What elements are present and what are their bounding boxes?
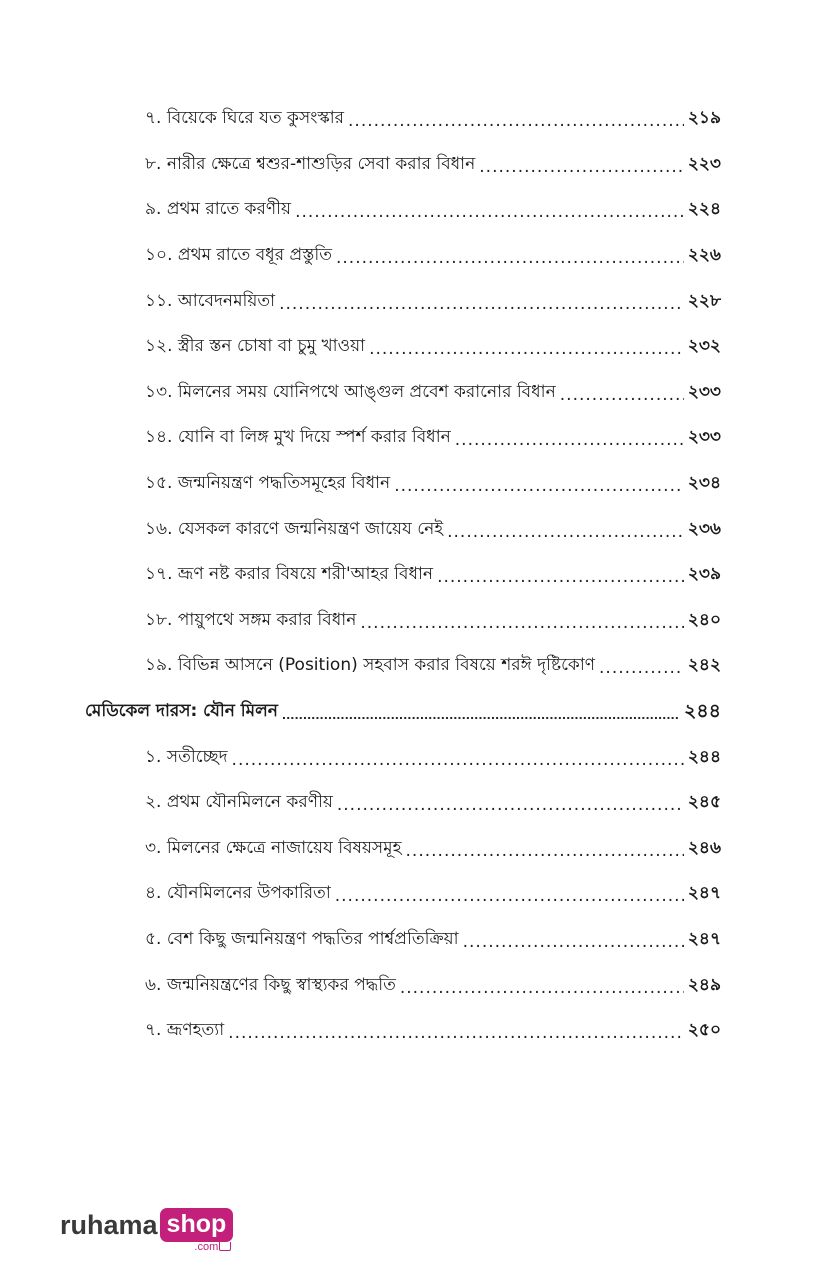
toc-entry-title: ৫. বেশ কিছু জন্মনিয়ন্ত্রণ পদ্ধতির পার্শ্বপ্রতিক্রিয়া [145, 928, 459, 949]
toc-entry-title: ২. প্রথম যৌনমিলনে করণীয় [145, 792, 333, 813]
toc-section-page: ২৪৪ [683, 700, 721, 723]
toc-entry[interactable] [145, 506, 721, 552]
logo-domain [194, 1241, 231, 1253]
toc-entry[interactable] [145, 461, 721, 507]
toc-entry[interactable] [145, 643, 721, 689]
dot-leader [437, 569, 684, 586]
toc-entry-page: ২৪৪ [687, 746, 721, 767]
toc-entry-page: ২৪৭ [687, 928, 721, 949]
dot-leader [360, 615, 684, 632]
dot-leader [394, 478, 684, 495]
toc-entry-page: ২৩৩ [687, 427, 721, 448]
toc-entry-page: ২৪৫ [687, 792, 721, 813]
toc-entry[interactable] [145, 278, 721, 324]
toc-entry[interactable] [145, 415, 721, 461]
toc-section-title: মেডিকেল দারস: যৌন মিলন [85, 701, 278, 722]
toc-entry-title: ৭. বিয়েকে ঘিরে যত কুসংস্কার [145, 108, 345, 129]
toc-entry[interactable] [145, 187, 721, 233]
dot-leader [400, 980, 684, 997]
toc-entry[interactable] [145, 734, 721, 780]
toc-entry[interactable] [145, 552, 721, 598]
toc-entry-title: ৩. মিলনের ক্ষেত্রে নাজায়েয বিষয়সমূহ [145, 837, 402, 858]
toc-entry-title: ১৭. ভ্রূণ নষ্ট করার বিষয়ে শরী'আহর বিধান [145, 564, 434, 585]
toc-entry-title: ৯. প্রথম রাতে করণীয় [145, 199, 292, 220]
toc-entry-page: ২২৮ [687, 290, 721, 311]
toc-entry-page: ২২৩ [687, 153, 721, 174]
logo-shop-text: shop [160, 1208, 234, 1242]
toc-entry-page: ২৪২ [687, 655, 721, 676]
toc-entry[interactable] [145, 826, 721, 872]
logo-shop-badge [160, 1208, 234, 1253]
toc-entry-page: ২১৯ [687, 108, 721, 129]
toc-entry[interactable] [145, 142, 721, 188]
dot-leader [228, 1025, 684, 1042]
toc-entry-title: ৪. যৌনমিলনের উপকারিতা [145, 883, 331, 904]
toc-entry-page: ২৩৯ [687, 564, 721, 585]
toc-entry-page: ২৩৩ [687, 381, 721, 402]
dot-leader [447, 524, 684, 541]
dot-leader [335, 888, 684, 905]
toc-entry-title: ১৫. জন্মনিয়ন্ত্রণ পদ্ধতিসমূহের বিধান [145, 473, 391, 494]
toc-entry-title: ১০. প্রথম রাতে বধূর প্রস্তুতি [145, 245, 332, 266]
logo-wordmark: ruhama [60, 1210, 158, 1240]
toc-entry-title: ৭. ভ্রূণহত্যা [145, 1020, 225, 1041]
dot-leader [560, 387, 684, 404]
toc-entry-title: ১১. আবেদনময়িতা [145, 290, 276, 311]
toc-entry[interactable] [145, 871, 721, 917]
ruhamashop-logo [60, 1208, 233, 1258]
cart-icon [219, 1242, 231, 1251]
toc-entry[interactable] [145, 370, 721, 416]
dot-leader [479, 159, 684, 176]
dot-leader [282, 710, 680, 721]
toc-entry-page: ২৩২ [687, 336, 721, 357]
toc-entry-page: ২৪৯ [687, 974, 721, 995]
dot-leader [369, 341, 684, 358]
table-of-contents [0, 96, 825, 1053]
toc-section-heading[interactable] [85, 689, 721, 735]
toc-entry-page: ২৪৭ [687, 883, 721, 904]
toc-entry-title: ১৮. পায়ুপথে সঙ্গম করার বিধান [145, 609, 357, 630]
toc-entry[interactable] [145, 598, 721, 644]
dot-leader [232, 752, 684, 769]
toc-entry-title: ১৬. যেসকল কারণে জন্মনিয়ন্ত্রণ জায়েয নেই [145, 518, 444, 539]
toc-entry-page: ২৩৬ [687, 518, 721, 539]
dot-leader [295, 204, 684, 221]
toc-entry-page: ২২৬ [687, 245, 721, 266]
toc-entry-title: ১. সতীচ্ছেদ [145, 746, 228, 767]
toc-entry-page: ২২৪ [687, 199, 721, 220]
toc-entry[interactable] [145, 96, 721, 142]
toc-entry[interactable] [145, 1008, 721, 1054]
toc-entry[interactable] [145, 962, 721, 1008]
toc-entry-title: ১৩. মিলনের সময় যোনিপথে আঙ্গুল প্রবেশ করানোর বিধান [145, 381, 556, 402]
toc-entry-page: ২৫০ [687, 1020, 721, 1041]
dot-leader [336, 250, 684, 267]
toc-entry-title: ৬. জন্মনিয়ন্ত্রণের কিছু স্বাস্থ্যকর পদ্ধতি [145, 974, 396, 995]
toc-entry[interactable] [145, 780, 721, 826]
dot-leader [463, 934, 684, 951]
dot-leader [599, 660, 684, 677]
dot-leader [337, 797, 684, 814]
dot-leader [406, 843, 684, 860]
toc-entry[interactable] [145, 917, 721, 963]
toc-entry[interactable] [145, 233, 721, 279]
toc-entry-title: ১৪. যোনি বা লিঙ্গ মুখ দিয়ে স্পর্শ করার বিধান [145, 427, 451, 448]
toc-entry-page: ২৪০ [687, 609, 721, 630]
toc-entry[interactable] [145, 324, 721, 370]
toc-entry-title: ১২. স্ত্রীর স্তন চোষা বা চুমু খাওয়া [145, 336, 366, 357]
logo-domain-text: .com [194, 1241, 219, 1253]
dot-leader [279, 296, 684, 313]
toc-entry-title: ৮. নারীর ক্ষেত্রে শ্বশুর-শাশুড়ির সেবা করার বিধান [145, 153, 476, 174]
dot-leader [455, 432, 684, 449]
toc-entry-title: ১৯. বিভিন্ন আসনে (Position) সহবাস করার বিষয়ে শরঈ দৃষ্টিকোণ [145, 655, 596, 676]
toc-entry-page: ২৪৬ [687, 837, 721, 858]
dot-leader [348, 113, 684, 130]
toc-entry-page: ২৩৪ [687, 473, 721, 494]
